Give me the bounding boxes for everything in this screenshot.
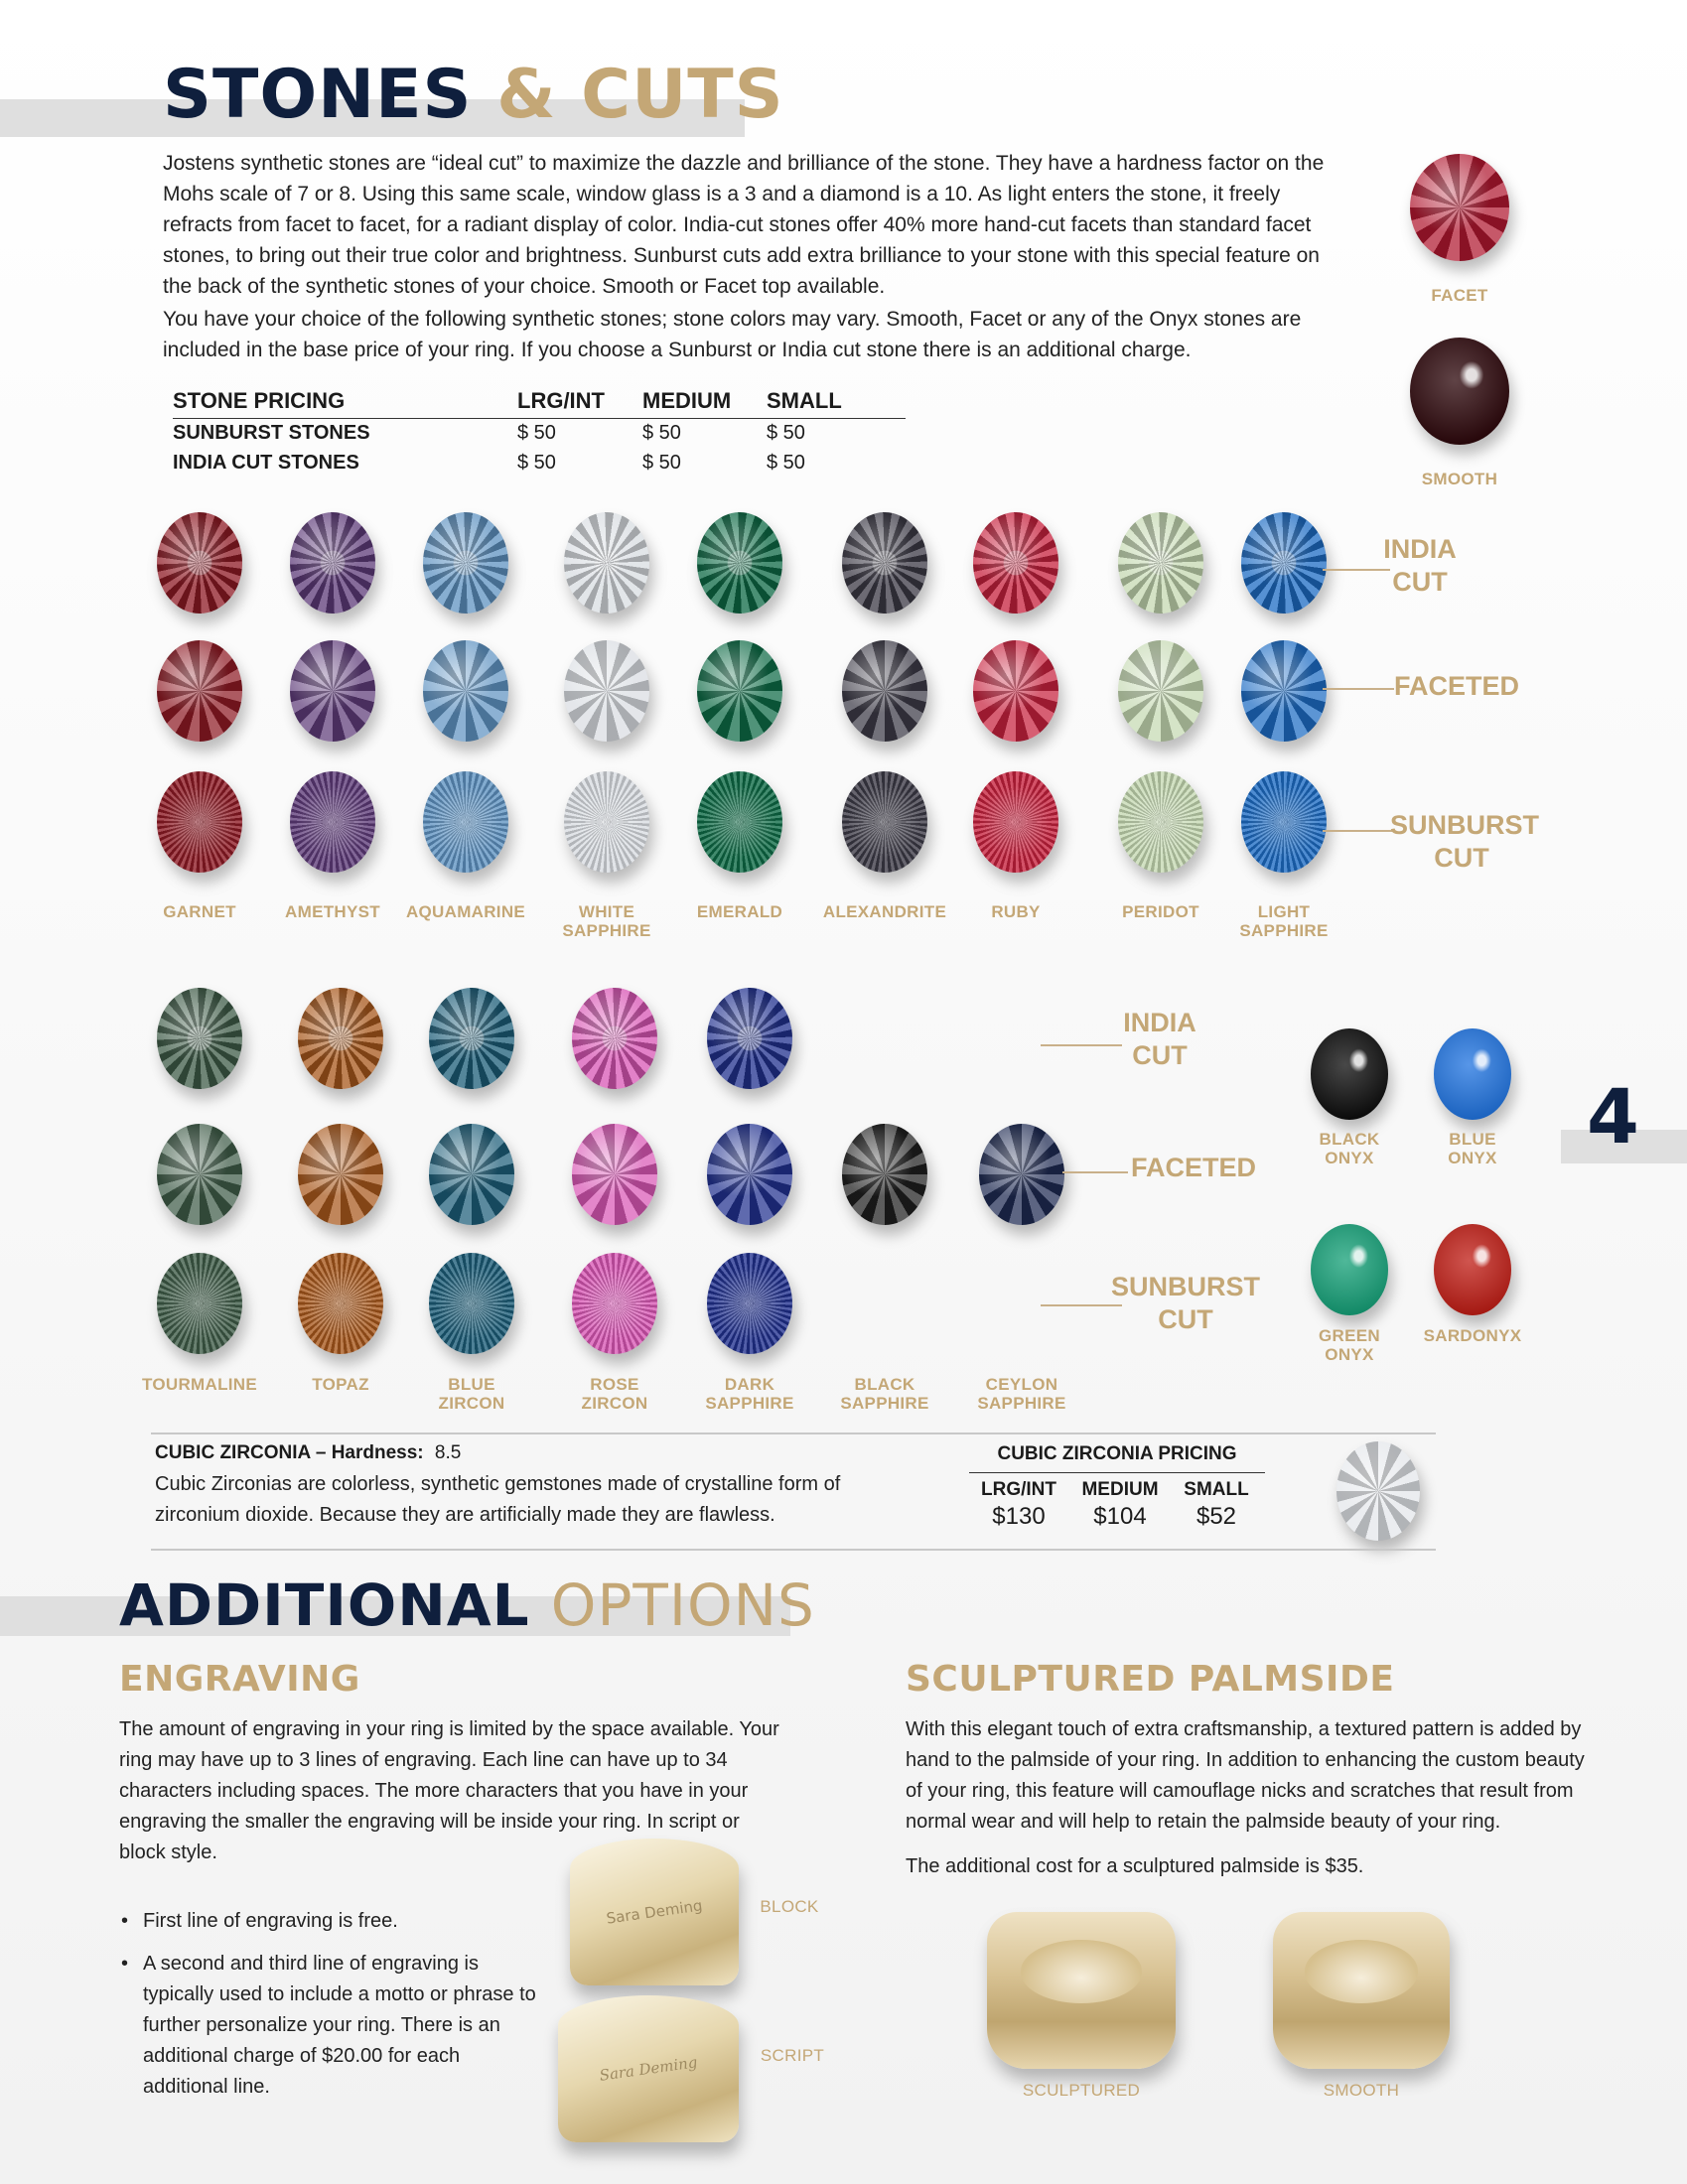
stone-sun-gem [157,771,242,873]
stone-facet-gem [157,640,242,742]
faceted-label-2: FACETED [1130,1153,1256,1182]
onyx-gem [1311,1224,1388,1315]
onyx-label: BLACK ONYX [1319,1130,1380,1167]
cz-title: CUBIC ZIRCONIA [155,1442,311,1463]
engraving-bullet-1: • First line of engraving is free. [119,1906,536,1937]
smooth-ring [1273,1912,1450,2069]
smooth-sample-gem [1410,338,1509,445]
cz-col-small: SMALL [1184,1479,1249,1500]
stone-pricing-header: STONE PRICING [173,388,346,413]
row-name-india: INDIA CUT STONES [173,452,359,474]
sunburst-pointer [1323,830,1394,832]
stone-india-gem [1241,512,1327,614]
intro-paragraph: Jostens synthetic stones are “ideal cut” to maximize the dazzle and brilliance of the stone. They have a hardness factor on the Mohs scale of 7 or 8. Using this same scale, window glass is a 3 and a diamond is a 10. As light enters the stone, it freely refracts from facet to facet, for a radiant display of color. India-cut stones offer 40% more hand-cut facets than standard facet stones, to bring out their true color and brightness. Sunburst cuts add extra brilliance to your stone with this special feature on the back of the synthetic stones of your choice. Smooth or Facet top available. [163,152,1325,298]
stone-facet-gem [1241,640,1327,742]
stone-label: AQUAMARINE [405,902,526,921]
engraving-bullets [119,1906,536,2115]
smooth-ring-label: SMOOTH [1323,2081,1400,2100]
stone-sun-gem [1241,771,1327,873]
stone-sun-gem [1118,771,1203,873]
stone-label: DARK SAPPHIRE [705,1375,794,1413]
cz-price-medium: $104 [1093,1503,1147,1530]
palmside-text: With this elegant touch of extra craftsmanship, a textured pattern is added by hand to the palmside of your ring. In addition to enhancing the custom beauty of your ring, this feature will camouflage nicks and scratches that result from normal wear and will help to retain the palmside beauty of your ring. [906,1718,1585,1833]
india-cut-label-2: INDIA CUT [1123,1008,1196,1070]
cz-price-small: $52 [1195,1503,1237,1530]
sunburst-cut-label: SUNBURST CUT [1390,810,1540,873]
stone-facet-gem [572,1124,657,1225]
onyx-label: SARDONYX [1423,1326,1522,1345]
stone-facet-gem [842,640,927,742]
row-value: $ 50 [642,452,681,474]
stone-india-gem [157,512,242,614]
stone-india-gem [157,988,242,1089]
intro-paragraph-2: You have your choice of the following synthetic stones; stone colors may vary. Smooth, Facet or any of the Onyx stones are included in the base price of your ring. If you choose a Sunburst or India cut stone there is an additional charge. [163,308,1302,361]
stone-pricing-table [173,388,908,487]
stone-facet-gem [564,640,649,742]
stone-facet-gem [973,640,1058,742]
script-sample-name: Sara Deming [598,2053,699,2085]
stone-facet-gem [298,1124,383,1225]
block-label: BLOCK [760,1897,819,1916]
script-engraving-band [558,1995,739,2142]
stone-sun-gem [973,771,1058,873]
engraving-text: The amount of engraving in your ring is limited by the space available. Your ring may have up to 3 lines of engraving. Each line can have up to 34 characters including spaces. The more characters that you have in your engraving the smaller the engraving will be inside your ring. In script or block style. [119,1718,779,1863]
faceted-label: FACETED [1394,671,1520,701]
palmside-heading: SCULPTURED PALMSIDE [906,1659,1395,1700]
onyx-label: BLUE ONYX [1448,1130,1497,1167]
additional-title-accent: OPTIONS [550,1571,815,1639]
block-engraving-band [570,1839,739,1985]
page-number: 4 [1587,1072,1640,1160]
stone-india-gem [973,512,1058,614]
stone-india-gem [423,512,508,614]
cz-hardness-label: – Hardness: [310,1442,424,1463]
stone-facet-gem [1118,640,1203,742]
stone-facet-gem [707,1124,792,1225]
onyx-gem [1434,1028,1511,1120]
cz-hardness-value: 8.5 [434,1442,462,1463]
onyx-gem [1311,1028,1388,1120]
stone-facet-gem [842,1124,927,1225]
stone-india-gem [697,512,782,614]
stone-facet-gem [429,1124,514,1225]
sculptured-label: SCULPTURED [1022,2081,1141,2100]
stone-label: BLUE ZIRCON [438,1375,505,1413]
stone-sunburst-gem [298,1253,383,1354]
stone-india-gem [290,512,375,614]
facet-sample-label: FACET [1431,286,1488,305]
script-label: SCRIPT [760,2046,825,2065]
stone-sunburst-gem [572,1253,657,1354]
stone-india-gem [429,988,514,1089]
stone-india-gem [298,988,383,1089]
stone-facet-gem [979,1124,1064,1225]
row-value: $ 50 [767,452,805,474]
col-header-medium: MEDIUM [642,388,732,413]
facet-sample-gem [1410,154,1509,261]
stone-facet-gem [290,640,375,742]
block-sample-name: Sara Deming [605,1896,704,1928]
additional-title [119,1572,815,1638]
cz-price-lrg: $130 [992,1503,1046,1530]
stone-label: BLACK SAPPHIRE [840,1375,929,1413]
stone-sun-gem [842,771,927,873]
row-value: $ 50 [642,422,681,444]
row-value: $ 50 [767,422,805,444]
stone-label: TOURMALINE [141,1375,257,1394]
row-value: $ 50 [517,422,556,444]
stone-sun-gem [564,771,649,873]
stone-label: CEYLON SAPPHIRE [977,1375,1066,1413]
stone-india-gem [564,512,649,614]
stone-label: WHITE SAPPHIRE [562,902,651,940]
row-value: $ 50 [517,452,556,474]
stone-label: AMETHYST [285,902,380,921]
onyx-gem [1434,1224,1511,1315]
stone-label: TOPAZ [312,1375,369,1394]
stone-india-gem [707,988,792,1089]
row-name-sunburst: SUNBURST STONES [173,422,370,444]
stone-label: PERIDOT [1122,902,1199,921]
page-title-accent: & CUTS [496,56,784,134]
stone-india-gem [1118,512,1203,614]
stone-label: ROSE ZIRCON [581,1375,648,1413]
engraving-bullet-2: • A second and third line of engraving is typically used to include a motto or phrase to further personalize your ring. There is an additional charge of $20.00 for each additional line. [119,1949,536,2103]
stone-sunburst-gem [157,1253,242,1354]
stone-facet-gem [423,640,508,742]
cz-bottom-rule [151,1549,1436,1551]
cz-top-rule [151,1433,1436,1434]
smooth-sample-label: SMOOTH [1421,470,1498,488]
engraving-heading: ENGRAVING [119,1659,360,1700]
sculptured-ring [987,1912,1176,2069]
stone-sun-gem [423,771,508,873]
page-title [163,58,784,133]
col-header-lrg: LRG/INT [517,388,605,413]
table-divider [173,418,906,419]
stone-sun-gem [697,771,782,873]
stone-sunburst-gem [429,1253,514,1354]
stone-label: RUBY [991,902,1041,921]
cz-col-lrg: LRG/INT [981,1479,1056,1500]
col-header-small: SMALL [767,388,842,413]
cz-title-line [155,1440,461,1466]
cz-pricing-rule [969,1472,1265,1473]
sunburst-cut-label-2: SUNBURST CUT [1110,1272,1260,1334]
stone-label: LIGHT SAPPHIRE [1239,902,1329,940]
stone-label: GARNET [163,902,236,921]
stone-sun-gem [290,771,375,873]
stone-facet-gem [157,1124,242,1225]
faceted-pointer [1323,688,1394,690]
additional-title-main: ADDITIONAL [119,1571,530,1639]
stone-india-gem [572,988,657,1089]
stone-label: ALEXANDRITE [822,902,947,921]
cz-pricing-title: CUBIC ZIRCONIA PRICING [997,1443,1237,1464]
palmside-cost: The additional cost for a sculptured palmside is $35. [906,1855,1364,1877]
cz-col-medium: MEDIUM [1081,1479,1159,1500]
onyx-label: GREEN ONYX [1319,1326,1380,1364]
faceted-pointer-2 [1062,1171,1128,1173]
stone-sunburst-gem [707,1253,792,1354]
india-cut-label: INDIA CUT [1383,534,1457,597]
stone-label: EMERALD [696,902,783,921]
cubic-zirconia-gem [1336,1441,1420,1541]
cz-description: Cubic Zirconias are colorless, synthetic gemstones made of crystalline form of zirconium dioxide. Because they are artificially made they are flawless. [155,1473,841,1526]
page-title-main: STONES [163,56,473,134]
stone-india-gem [842,512,927,614]
stone-facet-gem [697,640,782,742]
